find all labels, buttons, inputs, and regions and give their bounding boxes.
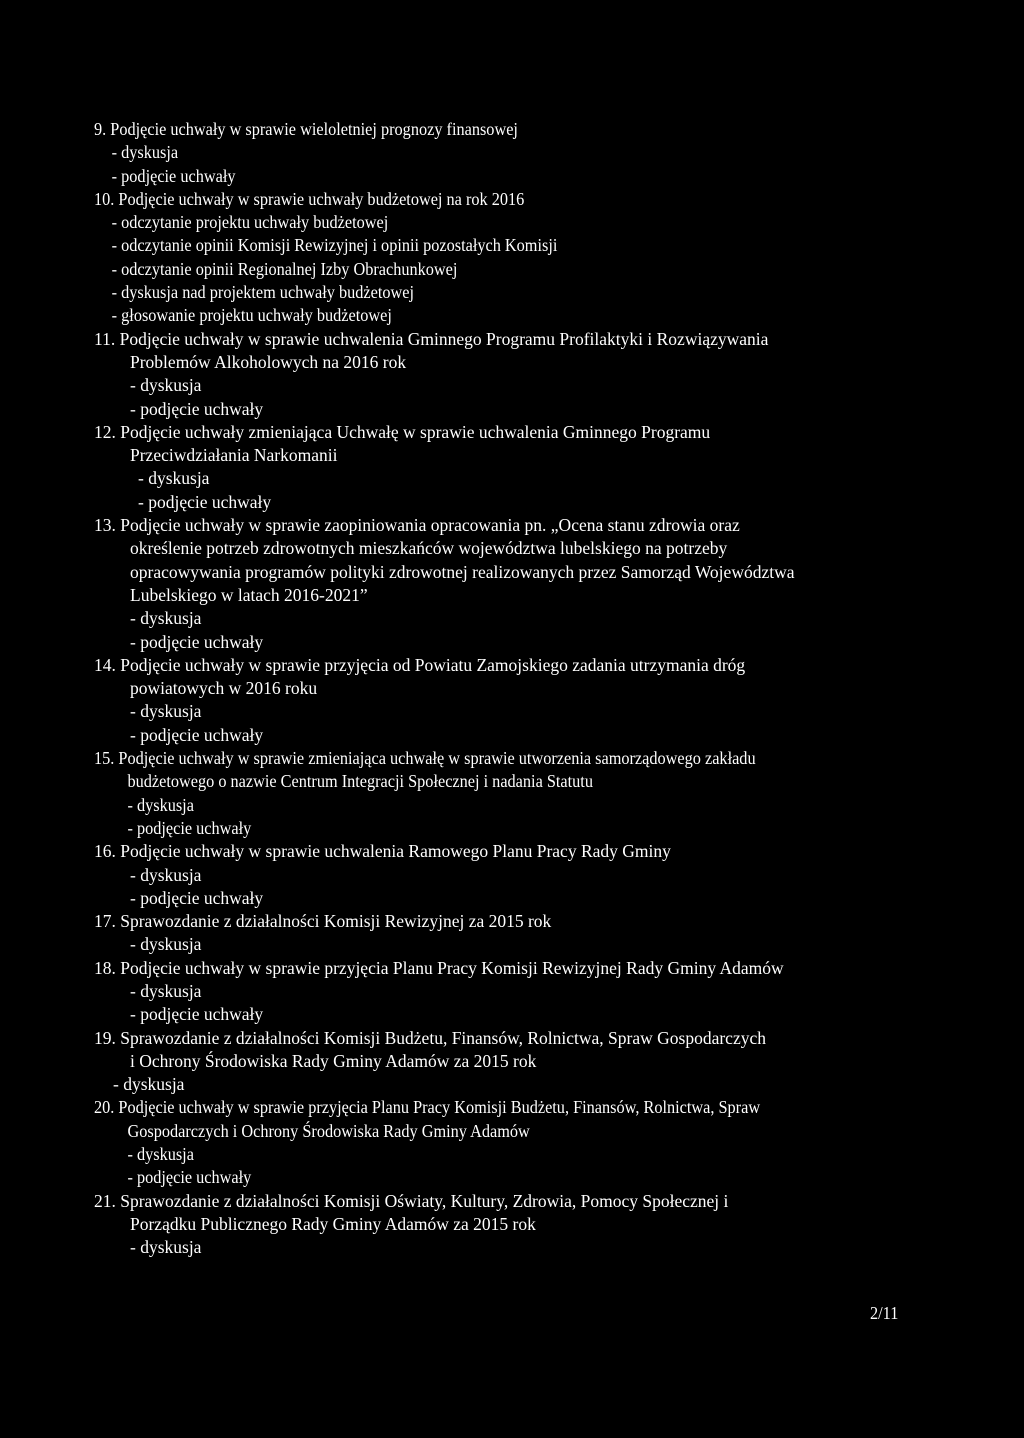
agenda-subitem: - podjęcie uchwały bbox=[130, 631, 264, 652]
agenda-item-title: 20. Podjęcie uchwały w sprawie przyjęcia Planu Pracy Komisji Budżetu, Finansów, Rolnictwa, Spraw bbox=[94, 1097, 761, 1118]
agenda-subitem: - dyskusja bbox=[111, 142, 179, 163]
agenda-subitem: - odczytanie projektu uchwały budżetowej bbox=[111, 212, 389, 233]
agenda-item-title-continued: i Ochrony Środowiska Rady Gminy Adamów za 2015 rok bbox=[130, 1050, 537, 1071]
agenda-subitem: - dyskusja bbox=[130, 934, 202, 955]
agenda-item-title-continued: Porządku Publicznego Rady Gminy Adamów za 2015 rok bbox=[130, 1213, 536, 1234]
agenda-item-21 bbox=[94, 1190, 974, 1260]
agenda-item-title: 21. Sprawozdanie z działalności Komisji Oświaty, Kultury, Zdrowia, Pomocy Społecznej i bbox=[94, 1190, 729, 1211]
agenda-subitem: - odczytanie opinii Regionalnej Izby Obrachunkowej bbox=[111, 258, 458, 279]
agenda-item-19 bbox=[94, 1027, 974, 1097]
agenda-subitem: - dyskusja bbox=[130, 608, 202, 629]
agenda-subitem: - dyskusja bbox=[130, 1237, 202, 1258]
agenda-subitem: - podjęcie uchwały bbox=[130, 1004, 264, 1025]
agenda-item-18 bbox=[94, 957, 974, 1027]
agenda-subitem: - podjęcie uchwały bbox=[130, 724, 264, 745]
agenda-subitem: - dyskusja bbox=[127, 794, 194, 815]
agenda-item-title: 9. Podjęcie uchwały w sprawie wieloletniej prognozy finansowej bbox=[94, 119, 518, 139]
agenda-subitem: - odczytanie opinii Komisji Rewizyjnej i opinii pozostałych Komisji bbox=[111, 235, 558, 256]
agenda-subitem: - podjęcie uchwały bbox=[138, 491, 272, 512]
agenda-subitem: - podjęcie uchwały bbox=[111, 165, 236, 186]
agenda-subitem: - dyskusja bbox=[113, 1074, 185, 1095]
page-number: 2/11 bbox=[870, 1303, 899, 1323]
agenda-item-10 bbox=[94, 188, 974, 328]
agenda-item-title: 17. Sprawozdanie z działalności Komisji Rewizyjnej za 2015 rok bbox=[94, 911, 552, 932]
agenda-item-title: 14. Podjęcie uchwały w sprawie przyjęcia od Powiatu Zamojskiego zadania utrzymania dróg bbox=[94, 654, 746, 675]
agenda-item-title: 12. Podjęcie uchwały zmieniająca Uchwałę w sprawie uchwalenia Gminnego Programu bbox=[94, 421, 711, 442]
agenda-item-11 bbox=[94, 328, 974, 421]
agenda-item-title-continued: Przeciwdziałania Narkomanii bbox=[130, 445, 338, 466]
agenda-item-title: 15. Podjęcie uchwały w sprawie zmieniająca uchwałę w sprawie utworzenia samorządowego zakładu bbox=[94, 748, 756, 769]
agenda-subitem: - podjęcie uchwały bbox=[127, 1167, 252, 1188]
agenda-subitem: - dyskusja bbox=[130, 980, 202, 1001]
agenda-item-title: 19. Sprawozdanie z działalności Komisji Budżetu, Finansów, Rolnictwa, Spraw Gospodarczych bbox=[94, 1027, 766, 1048]
agenda-item-14 bbox=[94, 654, 974, 747]
agenda-item-title-continued: Gospodarczych i Ochrony Środowiska Rady Gminy Adamów bbox=[127, 1120, 530, 1141]
agenda-item-title-continued: powiatowych w 2016 roku bbox=[130, 678, 318, 699]
agenda-subitem: - podjęcie uchwały bbox=[127, 817, 252, 838]
agenda-subitem: - głosowanie projektu uchwały budżetowej bbox=[111, 305, 392, 326]
agenda-item-20 bbox=[94, 1096, 974, 1189]
agenda-item-title: 13. Podjęcie uchwały w sprawie zaopiniowania opracowania pn. „Ocena stanu zdrowia oraz bbox=[94, 515, 740, 536]
agenda-item-title: 11. Podjęcie uchwały w sprawie uchwalenia Gminnego Programu Profilaktyki i Rozwiązywania bbox=[94, 328, 769, 349]
agenda-subitem: - dyskusja nad projektem uchwały budżetowej bbox=[111, 282, 415, 303]
agenda-item-title: 16. Podjęcie uchwały w sprawie uchwalenia Ramowego Planu Pracy Rady Gminy bbox=[94, 841, 671, 862]
agenda-subitem: - podjęcie uchwały bbox=[130, 398, 264, 419]
agenda-document bbox=[94, 118, 974, 1260]
agenda-subitem: - dyskusja bbox=[138, 468, 210, 489]
agenda-item-title-continued: Lubelskiego w latach 2016-2021” bbox=[130, 584, 368, 605]
agenda-subitem: - dyskusja bbox=[130, 375, 202, 396]
agenda-subitem: - dyskusja bbox=[127, 1144, 194, 1165]
agenda-item-title-continued: opracowywania programów polityki zdrowotnej realizowanych przez Samorząd Województwa bbox=[130, 561, 795, 582]
agenda-item-15 bbox=[94, 747, 974, 840]
agenda-item-title-continued: Problemów Alkoholowych na 2016 rok bbox=[130, 351, 407, 372]
agenda-item-title: 18. Podjęcie uchwały w sprawie przyjęcia Planu Pracy Komisji Rewizyjnej Rady Gminy Adamów bbox=[94, 957, 784, 978]
agenda-item-17 bbox=[94, 910, 974, 957]
agenda-subitem: - dyskusja bbox=[130, 864, 202, 885]
agenda-item-title-continued: określenie potrzeb zdrowotnych mieszkańców województwa lubelskiego na potrzeby bbox=[130, 538, 728, 559]
agenda-item-9 bbox=[94, 118, 974, 188]
agenda-item-title: 10. Podjęcie uchwały w sprawie uchwały budżetowej na rok 2016 bbox=[94, 188, 525, 209]
agenda-item-12 bbox=[94, 421, 974, 514]
agenda-item-16 bbox=[94, 840, 974, 910]
agenda-subitem: - podjęcie uchwały bbox=[130, 887, 264, 908]
agenda-item-13 bbox=[94, 514, 974, 654]
agenda-item-title-continued: budżetowego o nazwie Centrum Integracji Społecznej i nadania Statutu bbox=[127, 771, 593, 792]
agenda-subitem: - dyskusja bbox=[130, 701, 202, 722]
